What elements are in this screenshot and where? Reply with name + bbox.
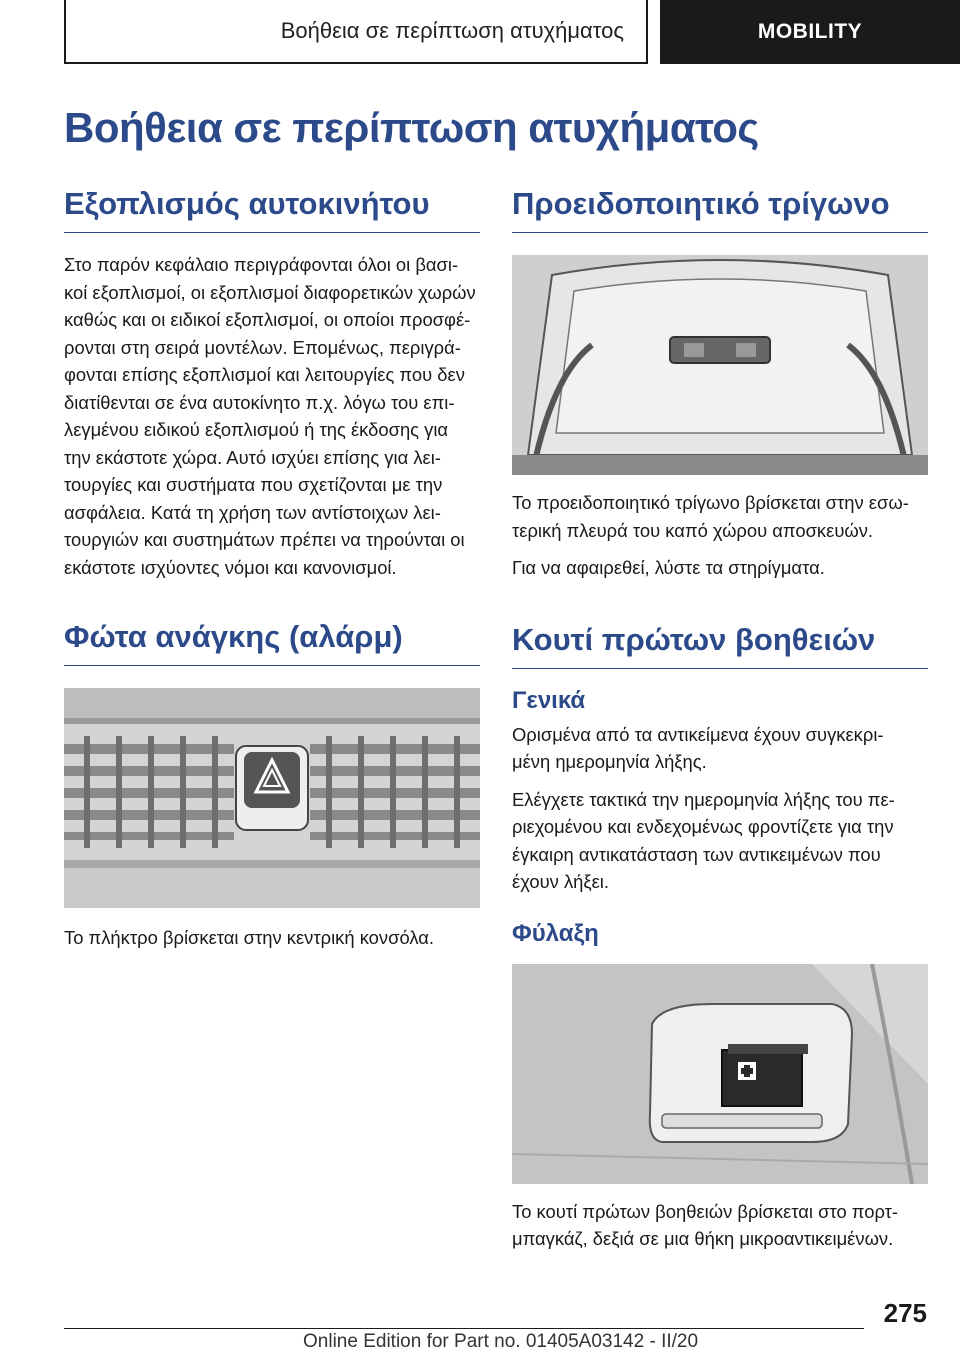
- equipment-line: διατίθενται σε ένα αυτοκίνητο π.χ. λόγω του επι-: [64, 391, 455, 413]
- triangle-caption-line: Το προειδοποιητικό τρίγωνο βρίσκεται στην εσω-: [512, 492, 909, 513]
- triangle-caption: [512, 489, 928, 544]
- hazard-button-figure: [64, 688, 480, 908]
- triangle-remove-instruction: Για να αφαιρεθεί, λύστε τα στηρίγματα.: [512, 557, 825, 578]
- page-number: 275: [883, 1298, 927, 1328]
- firstaid-storage-figure: [512, 964, 928, 1184]
- hazard-heading: Φώτα ανάγκης (αλάρμ): [64, 619, 480, 666]
- footer-edition: Online Edition for Part no. 01405A03142 - II/20: [303, 1331, 699, 1352]
- storage-caption-line: μπαγκάζ, δεξιά σε μια θήκη μικροαντικειμένων.: [512, 1228, 894, 1249]
- equipment-line: φονται επίσης εξοπλισμοί και λειτουργίες που δεν: [64, 364, 465, 385]
- general-line: ριεχομένου και ενδεχομένως φροντίζετε για την: [512, 816, 894, 837]
- storage-caption-line: Το κουτί πρώτων βοηθειών βρίσκεται στο πορτ-: [512, 1200, 899, 1222]
- general-heading: Γενικά: [512, 686, 586, 714]
- firstaid-heading: Κουτί πρώτων βοηθειών: [512, 622, 928, 669]
- equipment-line: κοί εξοπλισμοί, οι εξοπλισμοί διαφορετικών χωρών: [64, 281, 476, 303]
- header-chapter-tab[interactable]: MOBILITY: [660, 0, 960, 64]
- general-line: μένη ημερομηνία λήξης.: [512, 751, 707, 772]
- warning-triangle-figure: [512, 255, 928, 475]
- triangle-caption-line: τερική πλευρά του καπό χώρου αποσκευών.: [512, 519, 874, 541]
- left-column: [64, 186, 480, 952]
- equipment-line: εκάστοτε ισχύοντες νόμοι και κανονισμοί.: [64, 556, 397, 578]
- general-line: Ελέγχετε τακτικά την ημερομηνία λήξης του πε-: [512, 788, 895, 810]
- right-column: [512, 186, 928, 1253]
- equipment-paragraph: [64, 251, 480, 581]
- equipment-line: την εκάστοτε χώρα. Αυτό ισχύει επίσης για λει-: [64, 446, 441, 468]
- equipment-line: Στο παρόν κεφάλαιο περιγράφονται όλοι οι βασι-: [64, 254, 459, 275]
- storage-heading: Φύλαξη: [512, 919, 599, 947]
- equipment-line: τουργιών και συστημάτων πρέπει να τηρούνται οι: [64, 529, 465, 550]
- equipment-line: λεγμένου ειδικού εξοπλισμού ή της έκδοσης για: [64, 419, 449, 440]
- equipment-line: τουργίες και συστήματα που σχετίζονται με την: [64, 474, 443, 495]
- storage-caption: [512, 1198, 928, 1253]
- general-line: έγκαιρη αντικατάσταση των αντικειμένων που: [512, 843, 881, 865]
- equipment-heading: Εξοπλισμός αυτοκινήτου: [64, 186, 480, 233]
- triangle-heading: Προειδοποιητικό τρίγωνο: [512, 186, 928, 233]
- equipment-line: ασφάλεια. Κατά τη χρήση των αντίστοιχων λει-: [64, 501, 441, 523]
- general-paragraph-2: [512, 786, 928, 896]
- header-section-title: Βοήθεια σε περίπτωση ατυχήματος: [64, 0, 648, 64]
- page-title: Βοήθεια σε περίπτωση ατυχήματος: [64, 104, 759, 151]
- general-line: έχουν λήξει.: [512, 871, 609, 892]
- equipment-line: ρονται στη σειρά μοντέλων. Επομένως, περιγρά-: [64, 336, 461, 358]
- hazard-caption: Το πλήκτρο βρίσκεται στην κεντρική κονσόλα.: [64, 927, 434, 948]
- general-paragraph-1: [512, 721, 928, 776]
- equipment-line: καθώς και οι ειδικοί εξοπλισμοί, οι οποίοι προσφέ-: [64, 309, 471, 330]
- footer-divider: [64, 1328, 864, 1329]
- general-line: Ορισμένα από τα αντικείμενα έχουν συγκεκρι-: [512, 723, 884, 745]
